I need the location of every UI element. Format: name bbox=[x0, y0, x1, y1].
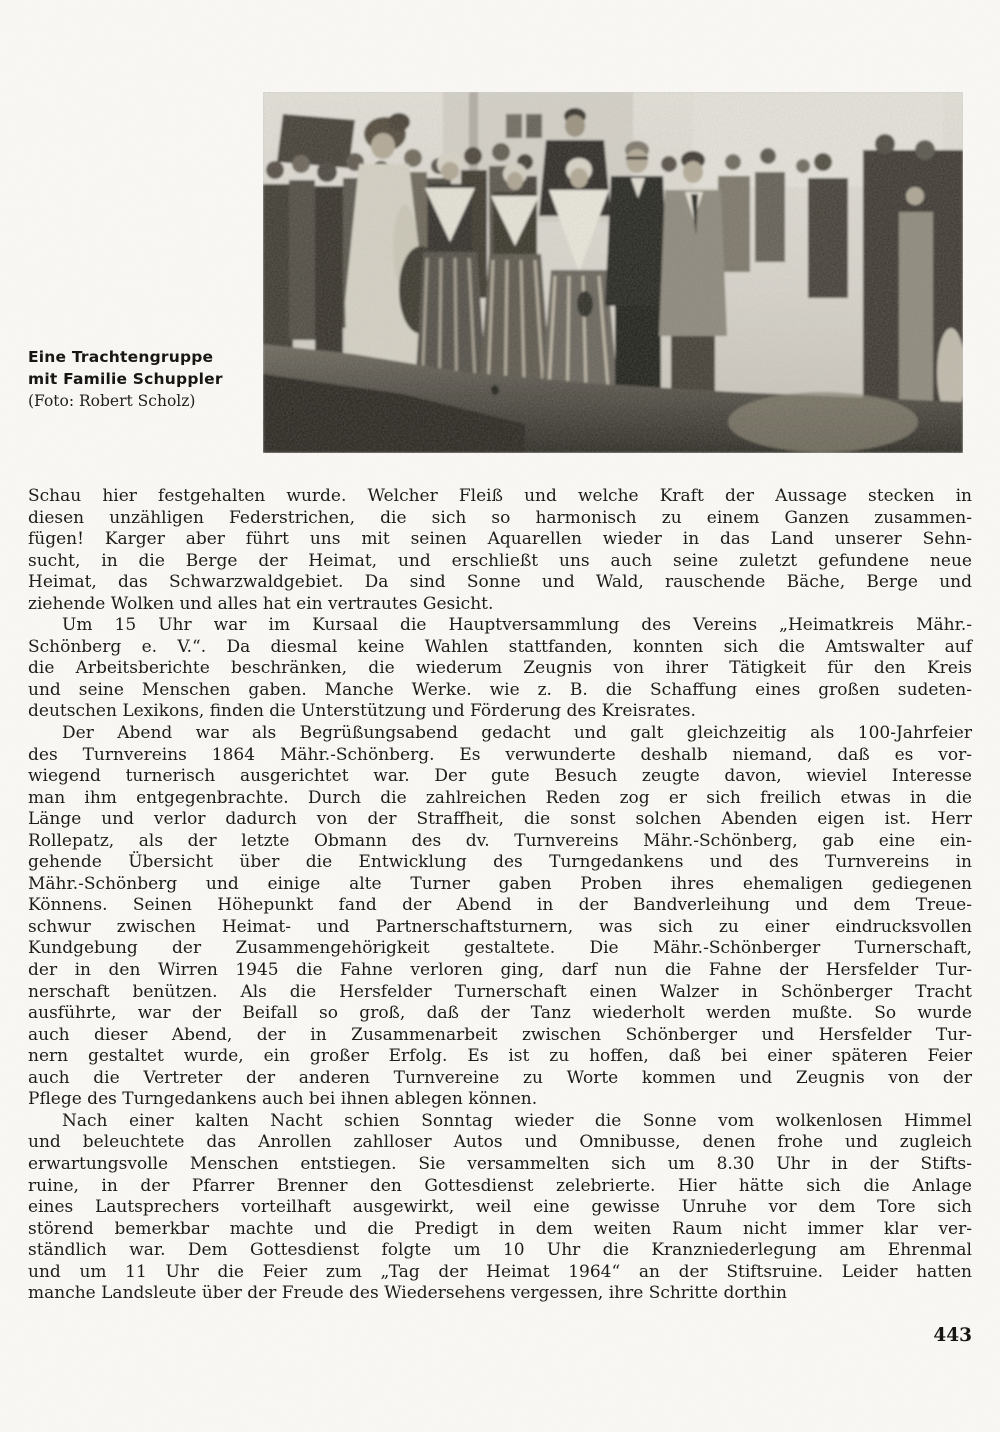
text-line: und seine Menschen gaben. Manche Werke. wie z. B. die Schaffung eines großen sudeten- bbox=[28, 679, 972, 700]
text-line: störend bemerkbar machte und die Predigt in dem weiten Raum nicht immer klar ver- bbox=[28, 1218, 972, 1239]
caption-line-1: Eine Trachtengruppe bbox=[28, 348, 214, 366]
text-line: Kundgebung der Zusammengehörigkeit gestaltete. Die Mähr.-Schönberger Turnerschaft, bbox=[28, 938, 972, 959]
trachtengruppe-photo-image bbox=[263, 92, 963, 453]
caption-line-2: mit Familie Schuppler bbox=[28, 370, 223, 388]
text-line: deutschen Lexikons, finden die Unterstützung und Förderung des Kreisrates. bbox=[28, 701, 696, 722]
text-line: des Turnvereins 1864 Mähr.-Schönberg. Es verwunderte deshalb niemand, daß es vor- bbox=[28, 744, 972, 765]
text-line: der in den Wirren 1945 die Fahne verloren ging, darf nun die Fahne der Hersfelder Tur- bbox=[28, 960, 972, 981]
text-line: nerschaft benützen. Als die Hersfelder Turnerschaft einen Walzer in Schönberger Tracht bbox=[28, 981, 972, 1002]
text-line: Um 15 Uhr war im Kursaal die Hauptversammlung des Vereins „Heimatkreis Mähr.- bbox=[62, 615, 972, 636]
photo-caption bbox=[28, 346, 258, 413]
article-body bbox=[28, 486, 972, 1305]
text-line: Könnens. Seinen Höhepunkt fand der Abend in der Bandverleihung und dem Treue- bbox=[28, 895, 972, 916]
text-line: man ihm entgegenbrachte. Durch die zahlreichen Reden zog er sich freilich etwas in die bbox=[28, 787, 972, 808]
text-line: Pflege des Turngedankens auch bei ihnen ablegen können. bbox=[28, 1089, 538, 1110]
text-line: wiegend turnerisch ausgerichtet war. Der gute Besuch zeugte davon, wieviel Interesse bbox=[28, 766, 972, 787]
text-line: fügen! Karger aber führt uns mit seinen Aquarellen wieder in das Land unserer Sehn- bbox=[28, 529, 972, 550]
text-line: schwur zwischen Heimat- und Partnerschaftsturnern, was sich zu einer eindrucksvollen bbox=[28, 916, 972, 937]
text-line: ziehende Wolken und alles hat ein vertrautes Gesicht. bbox=[28, 593, 494, 614]
text-line: ständlich war. Dem Gottesdienst folgte um 10 Uhr die Kranzniederlegung am Ehrenmal bbox=[28, 1240, 972, 1261]
page-number: 443 bbox=[933, 1325, 972, 1346]
trachtengruppe-photo bbox=[263, 92, 963, 453]
text-line: Länge und verlor dadurch von der Straffheit, die sonst solchen Abenden eigen ist. Herr bbox=[28, 809, 972, 830]
paragraph bbox=[28, 615, 972, 723]
paragraph bbox=[28, 723, 972, 1111]
text-line: Der Abend war als Begrüßungsabend gedacht und galt gleichzeitig als 100-Jahrfeier bbox=[62, 723, 972, 744]
text-line: Heimat, das Schwarzwaldgebiet. Da sind Sonne und Wald, rauschende Bäche, Berge und bbox=[28, 572, 972, 593]
text-line: ausführte, war der Beifall so groß, daß der Tanz wiederholt werden mußte. So wurde bbox=[28, 1003, 972, 1024]
text-line: sucht, in die Berge der Heimat, und erschließt uns auch seine zuletzt gefundene neue bbox=[28, 550, 972, 571]
caption-photo-credit: (Foto: Robert Scholz) bbox=[28, 392, 196, 410]
paragraph bbox=[28, 486, 972, 615]
text-line: auch die Vertreter der anderen Turnvereine zu Worte kommen und Zeugnis von der bbox=[28, 1067, 972, 1088]
text-line: Schau hier festgehalten wurde. Welcher Fleiß und welche Kraft der Aussage stecken in bbox=[28, 486, 972, 506]
text-line: ruine, in der Pfarrer Brenner den Gottesdienst zelebrierte. Hier hätte sich die Anlage bbox=[28, 1175, 972, 1196]
text-line: manche Landsleute über der Freude des Wiedersehens vergessen, ihre Schritte dorthin bbox=[28, 1283, 787, 1304]
text-line: eines Lautsprechers vorteilhaft ausgewirkt, weil eine gewisse Unruhe vor dem Tore sich bbox=[28, 1197, 972, 1218]
text-line: Rollepatz, als der letzte Obmann des dv. Turnvereins Mähr.-Schönberg, gab eine ein- bbox=[28, 830, 972, 851]
text-line: und um 11 Uhr die Feier zum „Tag der Heimat 1964“ an der Stiftsruine. Leider hatten bbox=[28, 1261, 972, 1282]
text-line: und beleuchtete das Anrollen zahlloser Autos und Omnibusse, denen frohe und zugleich bbox=[28, 1132, 972, 1153]
text-line: auch dieser Abend, der in Zusammenarbeit zwischen Schönberger und Hersfelder Tur- bbox=[28, 1024, 972, 1045]
text-line: die Arbeitsberichte beschränken, die wiederum Zeugnis von ihrer Tätigkeit für den Kreis bbox=[28, 658, 972, 679]
paragraph bbox=[28, 1111, 972, 1305]
text-line: gehende Übersicht über die Entwicklung des Turngedankens und des Turnvereins in bbox=[28, 852, 972, 873]
text-line: Mähr.-Schönberg und einige alte Turner gaben Proben ihres ehemaligen gediegenen bbox=[28, 873, 972, 894]
text-line: Schönberg e. V.“. Da diesmal keine Wahlen stattfanden, konnten sich die Amtswalter auf bbox=[28, 636, 972, 657]
text-line: erwartungsvolle Menschen entstiegen. Sie versammelten sich um 8.30 Uhr in der Stifts- bbox=[28, 1153, 972, 1174]
text-line: diesen unzähligen Federstrichen, die sich so harmonisch zu einem Ganzen zusammen- bbox=[28, 507, 972, 528]
text-line: nern gestaltet wurde, ein großer Erfolg. Es ist zu hoffen, daß bei einer späteren Feier bbox=[28, 1046, 972, 1067]
text-line: Nach einer kalten Nacht schien Sonntag wieder die Sonne vom wolkenlosen Himmel bbox=[62, 1110, 972, 1131]
